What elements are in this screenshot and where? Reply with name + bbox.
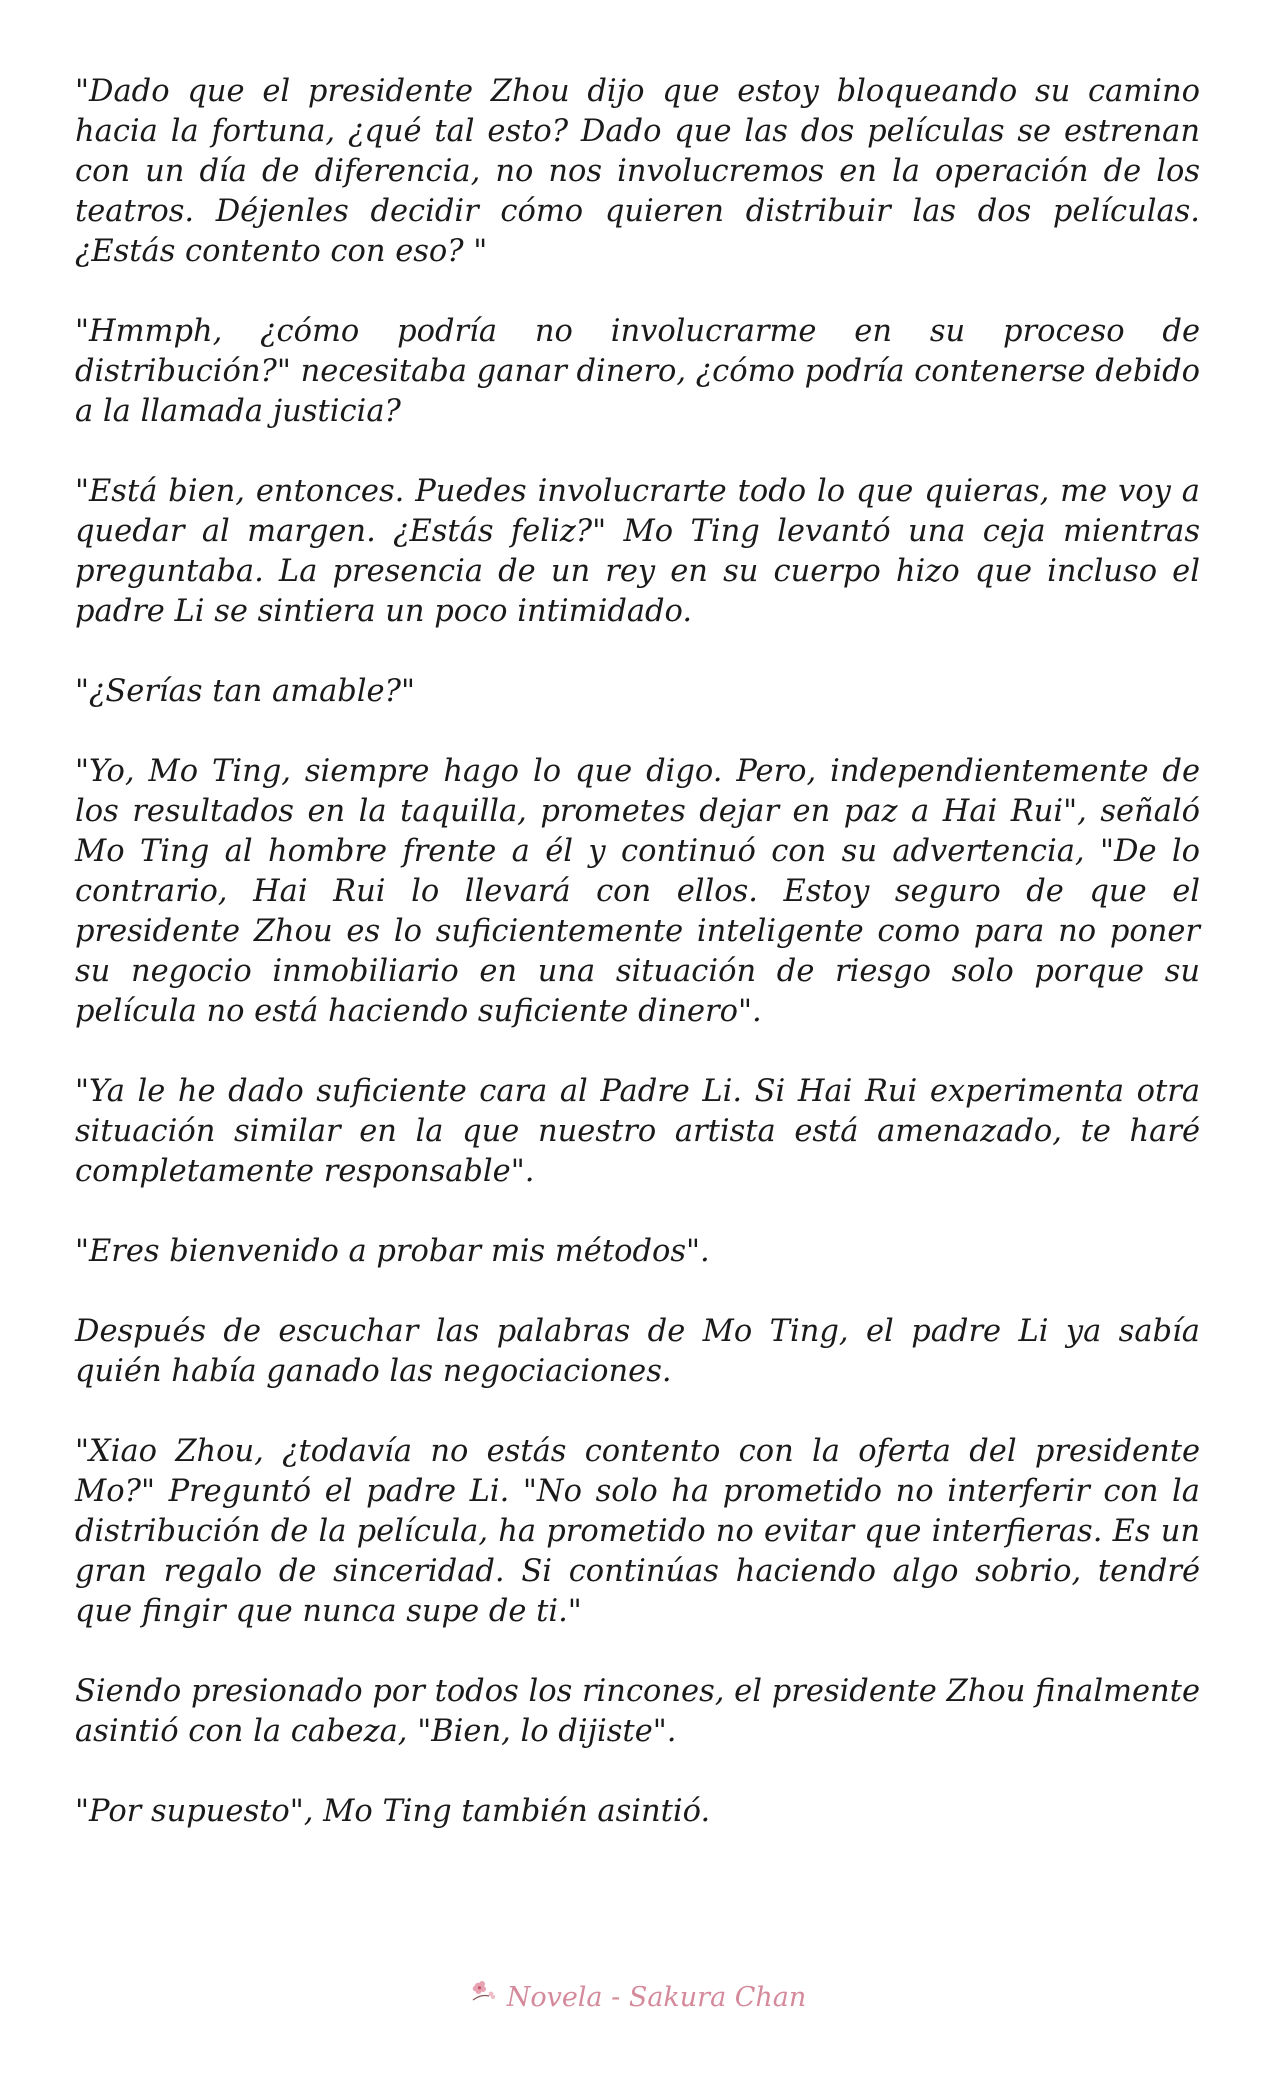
paragraph-2: "Hmmph, ¿cómo podría no involucrarme en su proceso de distribución?" necesitaba ganar dinero, ¿cómo podría contenerse debido a la llamada justicia? [75, 314, 1201, 429]
paragraph-6: "Ya le he dado suficiente cara al Padre Li. Si Hai Rui experimenta otra situación similar en la que nuestro artista está amenazado, te haré completamente responsable". [75, 1074, 1200, 1189]
watermark-text: Novela - Sakura Chan [506, 1982, 807, 2013]
paragraph-8: Después de escuchar las palabras de Mo Ting, el padre Li ya sabía quién había ganado las negociaciones. [75, 1314, 1200, 1389]
paragraph-9: "Xiao Zhou, ¿todavía no estás contento con la oferta del presidente Mo?" Preguntó el padre Li. "No solo ha prometido no interferir con la distribución de la película, ha prometido no evitar que interfieras. Es un gran regalo de sinceridad. Si continúas haciendo algo sobrio, tendré que fingir que nunca supe de ti." [75, 1434, 1200, 1629]
paragraph-5: "Yo, Mo Ting, siempre hago lo que digo. Pero, independientemente de los resultados en la taquilla, prometes dejar en paz a Hai Rui", señaló Mo Ting al hombre frente a él y continuó con su advertencia, "De lo contrario, Hai Rui lo llevará con ellos. Estoy seguro de que el presidente Zhou es lo suficientemente inteligente como para no poner su negocio inmobiliario en una situación de riesgo solo porque su película no está haciendo suficiente dinero". [75, 754, 1200, 1029]
watermark-footer [0, 1982, 1275, 2015]
sakura-blossom-icon [469, 1978, 499, 2011]
paragraph-1: "Dado que el presidente Zhou dijo que estoy bloqueando su camino hacia la fortuna, ¿qué tal esto? Dado que las dos películas se estrenan con un día de diferencia, no nos involucremos en la operación de los teatros. Déjenles decidir cómo quieren distribuir las dos películas. ¿Estás contento con eso? " [75, 74, 1200, 269]
paragraph-11: "Por supuesto", Mo Ting también asintió. [75, 1794, 711, 1829]
document-body [75, 72, 1200, 1872]
paragraph-3: "Está bien, entonces. Puedes involucrarte todo lo que quieras, me voy a quedar al margen. ¿Estás feliz?" Mo Ting levantó una ceja mientras preguntaba. La presencia de un rey en su cuerpo hizo que incluso el padre Li se sintiera un poco intimidado. [75, 474, 1200, 629]
paragraph-4: "¿Serías tan amable?" [75, 674, 415, 709]
paragraph-10: Siendo presionado por todos los rincones, el presidente Zhou finalmente asintió con la cabeza, "Bien, lo dijiste". [75, 1674, 1200, 1749]
paragraph-7: "Eres bienvenido a probar mis métodos". [75, 1234, 710, 1269]
